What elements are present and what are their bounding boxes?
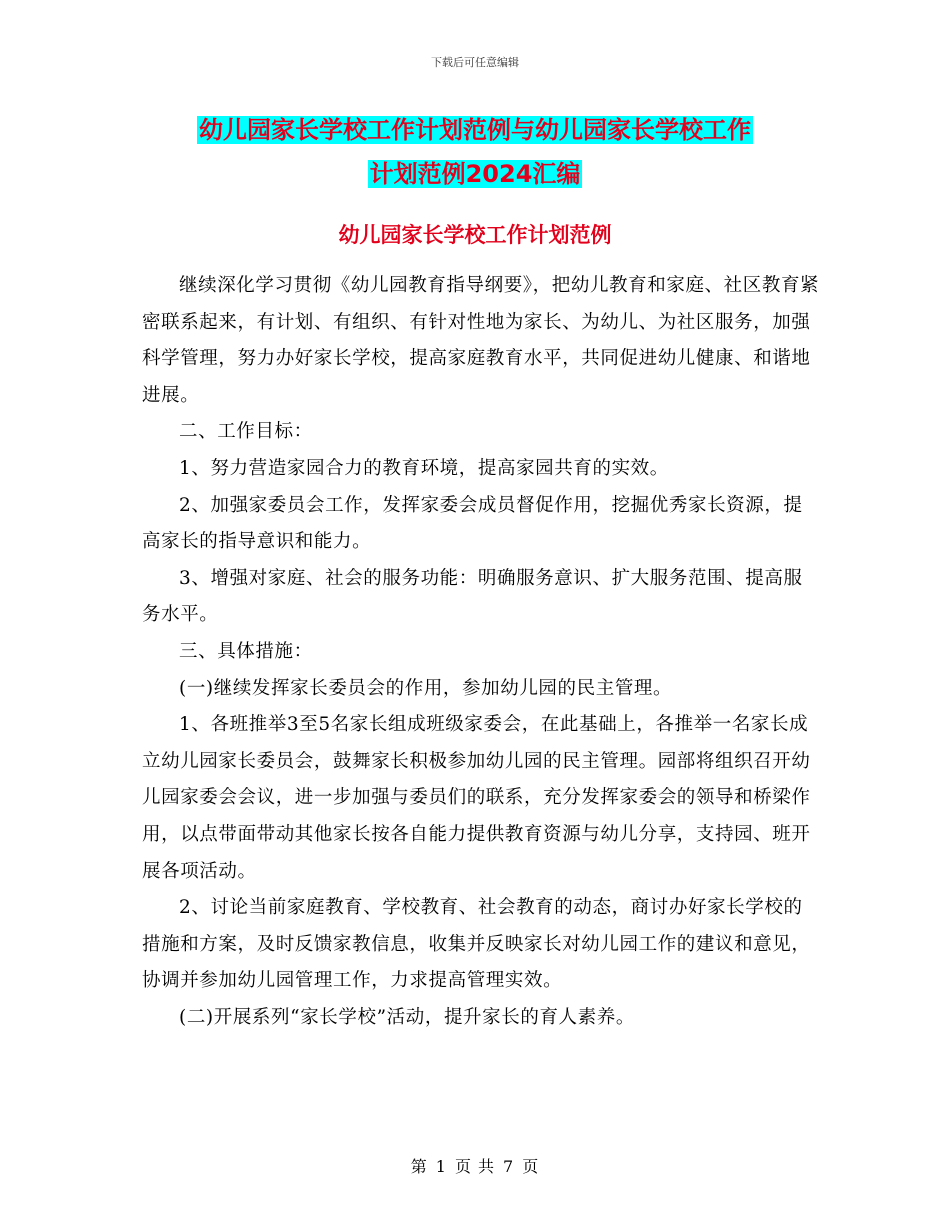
page-footer [0,1154,950,1177]
paragraph-measure-section-1: (一)继续发挥家长委员会的作用，参加幼儿园的民主管理。 [179,677,673,699]
paragraph-intro: 继续深化学习贯彻《幼儿园教育指导纲要》，把幼儿教育和家庭、社区教育紧密联系起来，有计划、有组织、有针对性地为家长、为幼儿、为社区服务，加强科学管理，努力办好家长学校，提高家庭教育水平，共同促进幼儿健康、和谐地进展。 [142,275,820,406]
footer-suffix: 页 [522,1157,540,1176]
paragraph-goal-1: 1、努力营造家园合力的教育环境，提高家园共育的实效。 [179,457,669,479]
footer-total-pages: 7 [503,1157,515,1176]
title-highlight-2: 计划范例2024汇编 [369,160,581,188]
document-body [142,268,820,1036]
footer-mid: 页 共 [454,1157,496,1176]
paragraph-goal-2: 2、加强家委员会工作，发挥家委会成员督促作用，挖掘优秀家长资源，提高家长的指导意识和能力。 [142,494,803,553]
title-highlight-1: 幼儿园家长学校工作计划范例与幼儿园家长学校工作 [199,116,751,144]
header-note: 下载后可任意编辑 [431,56,519,69]
paragraph-measure-section-2: (二)开展系列“家长学校”活动，提升家长的育人素养。 [179,1006,635,1028]
section-subtitle: 幼儿园家长学校工作计划范例 [338,223,612,247]
paragraph-measure-1: 1、各班推举3至5名家长组成班级家委会，在此基础上，各推举一名家长成立幼儿园家长委员会，鼓舞家长积极参加幼儿园的民主管理。园部将组织召开幼儿园家委会会议，进一步加强与委员们的联系，充分发挥家委会的领导和桥梁作用，以点带面带动其他家长按各自能力提供教育资源与幼儿分享，支持园、班开展各项活动。 [142,714,811,882]
heading-work-goals: 二、工作目标： [179,421,313,443]
paragraph-measure-2: 2、讨论当前家庭教育、学校教育、社会教育的动态，商讨办好家长学校的措施和方案，及时反馈家教信息，收集并反映家长对幼儿园工作的建议和意见，协调并参加幼儿园管理工作，力求提高管理实效。 [142,897,811,992]
footer-page-number: 1 [435,1157,447,1176]
footer-prefix: 第 [410,1157,428,1176]
document-title-line-1 [0,113,950,147]
heading-measures: 三、具体措施： [179,640,313,662]
paragraph-goal-3: 3、增强对家庭、社会的服务功能：明确服务意识、扩大服务范围、提高服务水平。 [142,567,803,626]
document-title-line-2 [0,157,950,191]
